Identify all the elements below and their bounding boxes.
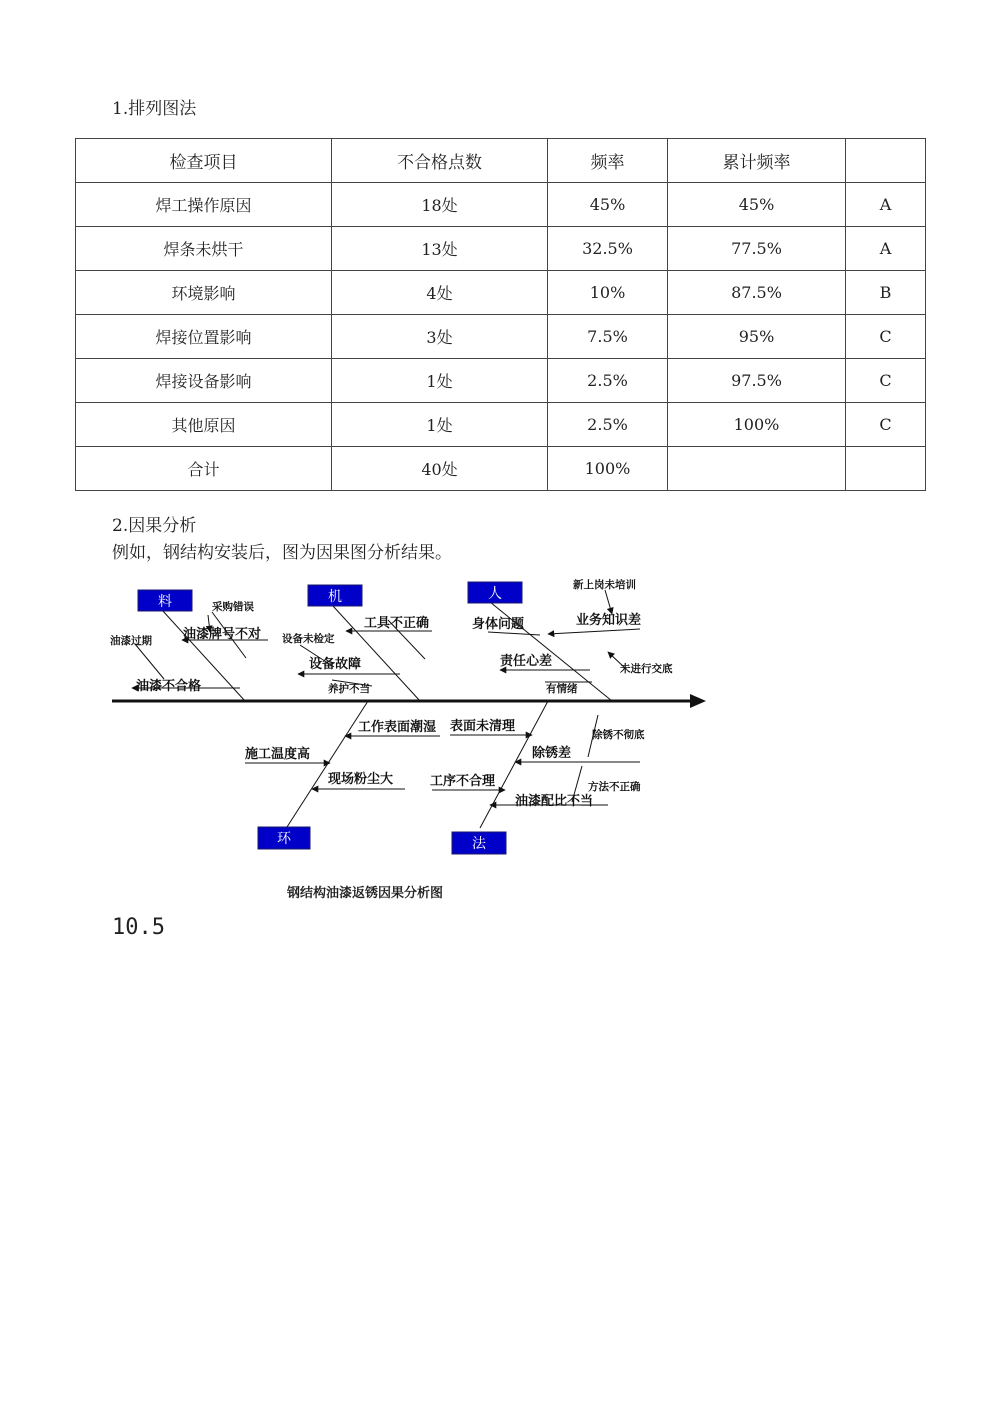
cell-frequency: 45% <box>548 183 668 227</box>
header-cell: 累计频率 <box>668 139 846 183</box>
cell-frequency: 2.5% <box>548 403 668 447</box>
cell-count: 13处 <box>332 227 548 271</box>
header-cell: 检查项目 <box>76 139 332 183</box>
category-label-method: 法 <box>472 836 486 852</box>
cell-item: 其他原因 <box>76 403 332 447</box>
table-row <box>76 403 926 447</box>
category-label-material: 料 <box>158 594 172 610</box>
cell-count: 4处 <box>332 271 548 315</box>
section-heading-cause-effect: 2.因果分析 <box>112 516 197 536</box>
cause-label: 身体问题 <box>472 617 525 632</box>
cell-cumulative: 100% <box>668 403 846 447</box>
cause-label: 现场粉尘大 <box>328 772 394 787</box>
header-cell: 频率 <box>548 139 668 183</box>
table-row <box>76 315 926 359</box>
arrow-p3 <box>548 629 640 634</box>
cause-label: 工作表面潮湿 <box>358 720 437 735</box>
cause-label: 养护不当 <box>328 683 370 695</box>
cell-cumulative <box>668 447 846 491</box>
cell-cumulative: 77.5% <box>668 227 846 271</box>
cell-item: 焊接位置影响 <box>76 315 332 359</box>
cause-label: 施工温度高 <box>245 747 311 762</box>
table-row <box>76 227 926 271</box>
cell-count: 18处 <box>332 183 548 227</box>
cell-class: C <box>846 359 926 403</box>
cause-label: 有情绪 <box>546 683 578 695</box>
cause-label: 油漆过期 <box>110 635 152 647</box>
cell-class: A <box>846 227 926 271</box>
cause-label: 设备未检定 <box>282 633 335 645</box>
section-number: 10.5 <box>112 915 165 940</box>
cell-count: 1处 <box>332 359 548 403</box>
pareto-table <box>75 138 926 491</box>
cell-frequency: 100% <box>548 447 668 491</box>
cell-class <box>846 447 926 491</box>
cell-item: 合计 <box>76 447 332 491</box>
arrow-p1 <box>605 590 612 614</box>
category-label-environment: 环 <box>277 831 291 847</box>
cell-class: B <box>846 271 926 315</box>
cell-cumulative: 95% <box>668 315 846 359</box>
intro-paragraph: 例如，钢结构安装后，图为因果图分析结果。 <box>112 543 452 563</box>
cause-label: 工序不合理 <box>430 774 496 789</box>
section-heading-pareto: 1.排列图法 <box>112 99 197 119</box>
cause-label: 设备故障 <box>309 657 362 672</box>
cell-count: 40处 <box>332 447 548 491</box>
cell-frequency: 7.5% <box>548 315 668 359</box>
cause-label: 采购错误 <box>212 601 254 613</box>
fishbone-diagram <box>0 570 720 870</box>
cell-cumulative: 45% <box>668 183 846 227</box>
cell-class: C <box>846 315 926 359</box>
figure-caption: 钢结构油漆返锈因果分析图 <box>287 886 444 901</box>
cell-item: 焊工操作原因 <box>76 183 332 227</box>
cell-cumulative: 97.5% <box>668 359 846 403</box>
cause-label: 新上岗未培训 <box>573 579 636 591</box>
cell-count: 3处 <box>332 315 548 359</box>
cause-label: 方法不正确 <box>588 781 641 793</box>
cell-count: 1处 <box>332 403 548 447</box>
cell-item: 焊接设备影响 <box>76 359 332 403</box>
cause-label: 油漆配比不当 <box>515 794 594 809</box>
bone-p2 <box>488 632 540 635</box>
bone-environment <box>287 701 368 827</box>
header-cell: 不合格点数 <box>332 139 548 183</box>
category-label-machine: 机 <box>328 589 342 605</box>
cause-label: 责任心差 <box>500 654 553 669</box>
cause-label: 除锈不彻底 <box>592 729 645 741</box>
cause-label: 油漆牌号不对 <box>183 627 262 642</box>
cell-frequency: 10% <box>548 271 668 315</box>
cell-class: A <box>846 183 926 227</box>
table-row-total <box>76 447 926 491</box>
header-cell <box>846 139 926 183</box>
bone-m3 <box>135 644 164 679</box>
cause-label: 工具不正确 <box>364 616 430 631</box>
cause-label: 除锈差 <box>532 746 572 761</box>
cause-label: 业务知识差 <box>576 613 642 628</box>
cause-label: 未进行交底 <box>620 663 673 675</box>
table-header-row <box>76 139 926 183</box>
cell-class: C <box>846 403 926 447</box>
cell-frequency: 32.5% <box>548 227 668 271</box>
table-row <box>76 359 926 403</box>
table-row <box>76 183 926 227</box>
cause-label: 表面未清理 <box>450 719 516 734</box>
cell-frequency: 2.5% <box>548 359 668 403</box>
table-row <box>76 271 926 315</box>
cell-item: 环境影响 <box>76 271 332 315</box>
cause-label: 油漆不合格 <box>136 679 202 694</box>
cell-item: 焊条未烘干 <box>76 227 332 271</box>
cell-cumulative: 87.5% <box>668 271 846 315</box>
spine-arrowhead <box>690 694 706 708</box>
category-label-man: 人 <box>488 586 502 602</box>
